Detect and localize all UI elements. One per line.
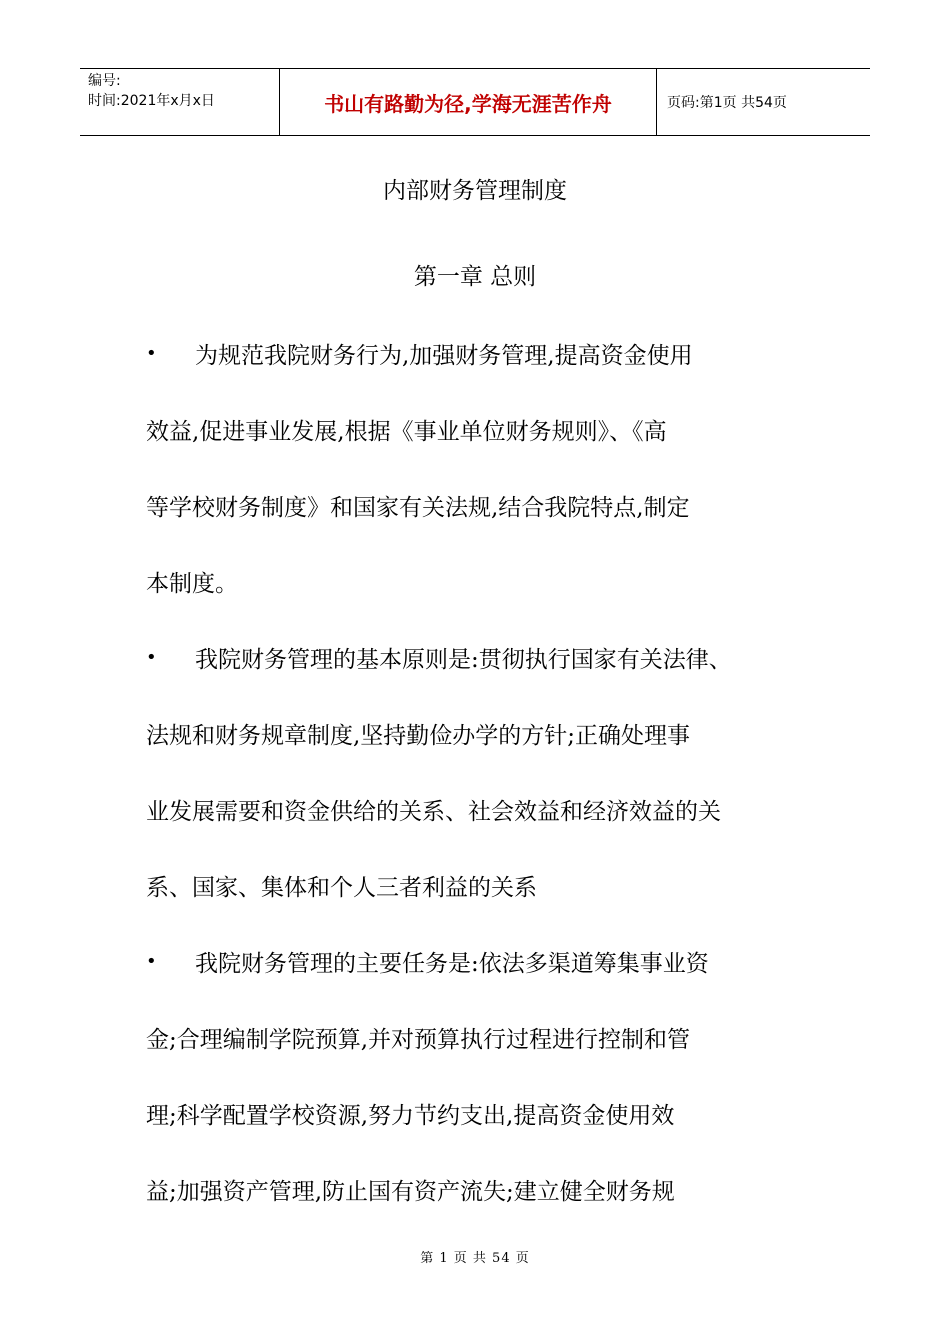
bullet-icon: • <box>146 343 157 364</box>
paragraph-line: 法规和财务规章制度,坚持勤俭办学的方针;正确处理事 <box>146 723 691 749</box>
paragraph-line: 理;科学配置学校资源,努力节约支出,提高资金使用效 <box>146 1103 675 1129</box>
chapter-title: 第一章 总则 <box>413 264 537 290</box>
paragraph-line: 等学校财务制度》和国家有关法规,结合我院特点,制定 <box>146 495 690 521</box>
paragraph-line: 系、国家、集体和个人三者利益的关系 <box>146 875 537 901</box>
paragraph <box>146 343 796 647</box>
header-page-info: 页码:第1页 共54页 <box>667 95 787 111</box>
paragraph-line: 本制度。 <box>146 571 238 597</box>
paragraph-line: 我院财务管理的主要任务是:依法多渠道筹集事业资 <box>195 951 709 977</box>
time-label: 时间:2021年x月x日 <box>88 93 215 109</box>
paragraph-line: 为规范我院财务行为,加强财务管理,提高资金使用 <box>195 343 693 369</box>
paragraph <box>146 647 796 951</box>
bullet-icon: • <box>146 647 157 668</box>
paragraph-line: 金;合理编制学院预算,并对预算执行过程进行控制和管 <box>146 1027 691 1053</box>
number-label: 编号: <box>88 73 121 89</box>
body-text <box>146 343 796 1255</box>
paragraph-line: 效益,促进事业发展,根据《事业单位财务规则》、《高 <box>146 419 667 445</box>
header-meta <box>80 69 280 135</box>
header-motto: 书山有路勤为径,学海无涯苦作舟 <box>280 69 657 135</box>
paragraph <box>146 951 796 1255</box>
paragraph-line: 益;加强资产管理,防止国有资产流失;建立健全财务规 <box>146 1179 675 1205</box>
paragraph-line: 业发展需要和资金供给的关系、社会效益和经济效益的关 <box>146 799 721 825</box>
bullet-icon: • <box>146 951 157 972</box>
page-footer: 第 1 页 共 54 页 <box>420 1251 530 1266</box>
page-header <box>80 68 870 136</box>
paragraph-line: 我院财务管理的基本原则是:贯彻执行国家有关法律、 <box>195 647 732 673</box>
document-title: 内部财务管理制度 <box>383 178 567 204</box>
